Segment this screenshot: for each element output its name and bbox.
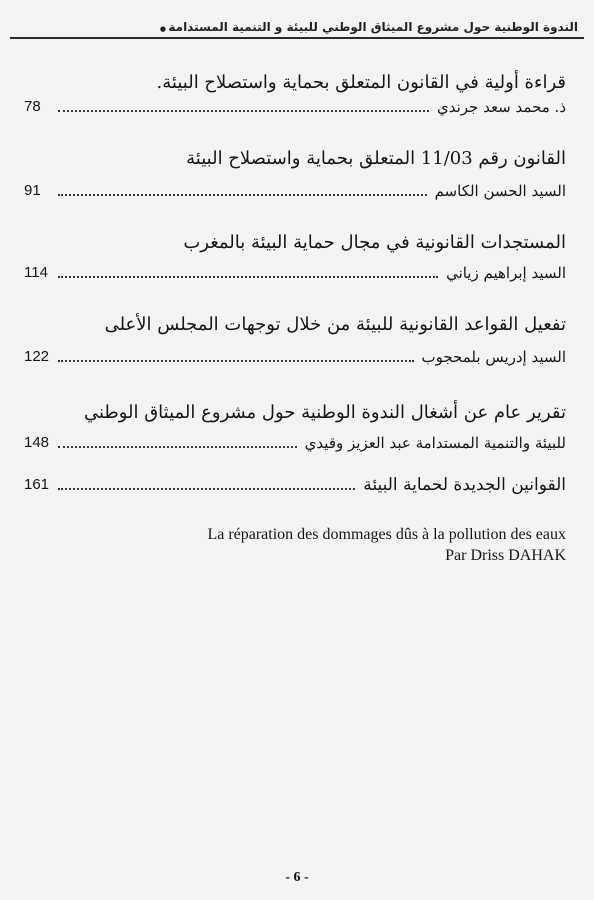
entry-title: تقرير عام عن أشغال الندوة الوطنية حول مشروع الميثاق الوطني — [83, 402, 566, 423]
entry-author: القوانين الجديدة لحماية البيئة — [363, 475, 566, 495]
entry-author: السيد إدريس بلمحجوب — [421, 348, 566, 366]
entry-page-number: 78 — [24, 98, 41, 115]
entry-author: ذ. محمد سعد جرندي — [436, 98, 566, 116]
entry-page-number: 161 — [24, 476, 50, 493]
entry-page-number: 91 — [24, 182, 41, 199]
running-header — [10, 6, 584, 39]
french-entry-title: La réparation des dommages dûs à la pollution des eaux — [207, 526, 566, 543]
toc-entry-1 — [24, 70, 566, 118]
toc-entry-2 — [24, 146, 566, 202]
table-of-contents — [24, 66, 566, 566]
entry-title: القانون رقم 11/03 المتعلق بحماية واستصلاح البيئة — [186, 148, 566, 169]
toc-entry-5 — [24, 400, 566, 454]
entry-author: للبيئة والتنمية المستدامة عبد العزيز وقيدي — [304, 434, 566, 452]
dot-leader — [58, 275, 438, 278]
entry-title: المستجدات القانونية في مجال حماية البيئة بالمغرب — [183, 232, 566, 253]
entry-title: تفعيل القواعد القانونية للبيئة من خلال توجهات المجلس الأعلى — [104, 314, 566, 335]
entry-page-number: 122 — [24, 348, 50, 365]
toc-entry-6 — [24, 474, 566, 496]
toc-entry-4 — [24, 312, 566, 368]
french-entry-author: Par Driss DAHAK — [445, 547, 566, 564]
dot-leader — [58, 193, 427, 196]
header-title: الندوة الوطنية حول مشروع الميثاق الوطني للبيئة و التنمية المستدامة ● — [160, 20, 584, 34]
entry-page-number: 148 — [24, 434, 50, 451]
entry-author: السيد إبراهيم زياني — [446, 264, 566, 282]
dot-leader — [58, 109, 429, 112]
dot-leader — [58, 359, 414, 362]
toc-entry-3 — [24, 230, 566, 284]
dot-leader — [58, 445, 297, 448]
entry-author: السيد الحسن الكاسم — [434, 182, 566, 200]
dot-leader — [58, 487, 355, 490]
entry-title: قراءة أولية في القانون المتعلق بحماية واستصلاح البيئة. — [156, 72, 566, 93]
entry-page-number: 114 — [24, 264, 48, 281]
page-number: - 6 - — [285, 870, 309, 885]
french-entry — [24, 524, 566, 566]
